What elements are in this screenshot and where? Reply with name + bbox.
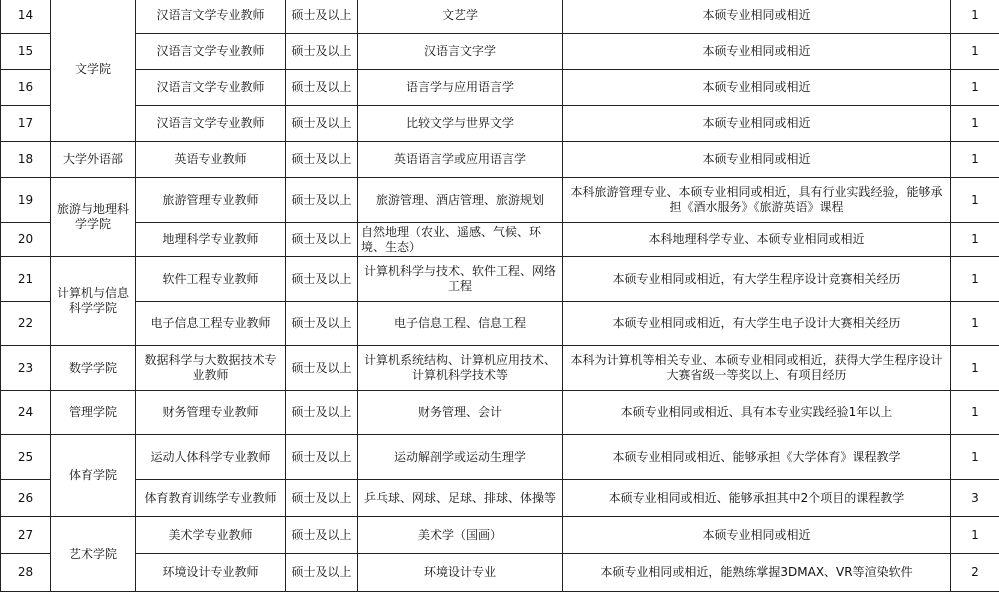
row-number: 23 <box>1 346 51 391</box>
major-cell: 自然地理（农业、遥感、气候、环境、生态） <box>358 223 563 257</box>
major-cell: 运动解剖学或运动生理学 <box>358 435 563 480</box>
row-number: 24 <box>1 391 51 435</box>
position-cell: 数据科学与大数据技术专业教师 <box>136 346 286 391</box>
degree-cell: 硕士及以上 <box>286 480 358 517</box>
count-cell: 1 <box>951 391 999 435</box>
position-cell: 汉语言文学专业教师 <box>136 106 286 142</box>
table-row <box>1 302 999 346</box>
table-row <box>1 554 999 592</box>
position-cell: 运动人体科学专业教师 <box>136 435 286 480</box>
major-cell: 语言学与应用语言学 <box>358 70 563 106</box>
degree-cell: 硕士及以上 <box>286 257 358 302</box>
table-row <box>1 480 999 517</box>
requirement-cell: 本硕专业相同或相近、能够承担《大学体育》课程教学 <box>563 435 951 480</box>
row-number: 26 <box>1 480 51 517</box>
table-row <box>1 34 999 70</box>
table-row <box>1 391 999 435</box>
position-cell: 英语专业教师 <box>136 142 286 178</box>
requirement-cell: 本硕专业相同或相近 <box>563 34 951 70</box>
count-cell: 1 <box>951 517 999 554</box>
degree-cell: 硕士及以上 <box>286 70 358 106</box>
count-cell: 1 <box>951 178 999 223</box>
count-cell: 1 <box>951 302 999 346</box>
degree-cell: 硕士及以上 <box>286 554 358 592</box>
degree-cell: 硕士及以上 <box>286 302 358 346</box>
row-number: 20 <box>1 223 51 257</box>
position-cell: 地理科学专业教师 <box>136 223 286 257</box>
degree-cell: 硕士及以上 <box>286 391 358 435</box>
row-number: 21 <box>1 257 51 302</box>
degree-cell: 硕士及以上 <box>286 34 358 70</box>
degree-cell: 硕士及以上 <box>286 346 358 391</box>
table-row <box>1 178 999 223</box>
requirement-cell: 本科旅游管理专业、本硕专业相同或相近，具有行业实践经验，能够承担《酒水服务》《旅游英语》课程 <box>563 178 951 223</box>
position-cell: 汉语言文学专业教师 <box>136 0 286 34</box>
table-row <box>1 435 999 480</box>
count-cell: 1 <box>951 435 999 480</box>
degree-cell: 硕士及以上 <box>286 142 358 178</box>
degree-cell: 硕士及以上 <box>286 178 358 223</box>
count-cell: 1 <box>951 34 999 70</box>
requirement-cell: 本硕专业相同或相近 <box>563 142 951 178</box>
major-cell: 财务管理、会计 <box>358 391 563 435</box>
position-cell: 旅游管理专业教师 <box>136 178 286 223</box>
requirement-cell: 本硕专业相同或相近，能熟练掌握3DMAX、VR等渲染软件 <box>563 554 951 592</box>
degree-cell: 硕士及以上 <box>286 106 358 142</box>
major-cell: 文艺学 <box>358 0 563 34</box>
row-number: 22 <box>1 302 51 346</box>
count-cell: 1 <box>951 142 999 178</box>
major-cell: 旅游管理、酒店管理、旅游规划 <box>358 178 563 223</box>
table-row <box>1 517 999 554</box>
table-row <box>1 223 999 257</box>
row-number: 18 <box>1 142 51 178</box>
position-cell: 汉语言文学专业教师 <box>136 70 286 106</box>
position-cell: 财务管理专业教师 <box>136 391 286 435</box>
row-number: 25 <box>1 435 51 480</box>
degree-cell: 硕士及以上 <box>286 435 358 480</box>
college-cell: 计算机与信息科学学院 <box>51 257 136 346</box>
requirement-cell: 本硕专业相同或相近、具有本专业实践经验1年以上 <box>563 391 951 435</box>
requirement-cell: 本科地理科学专业、本硕专业相同或相近 <box>563 223 951 257</box>
requirement-cell: 本硕专业相同或相近 <box>563 106 951 142</box>
major-cell: 环境设计专业 <box>358 554 563 592</box>
table-row <box>1 0 999 34</box>
position-cell: 美术学专业教师 <box>136 517 286 554</box>
count-cell: 3 <box>951 480 999 517</box>
degree-cell: 硕士及以上 <box>286 517 358 554</box>
degree-cell: 硕士及以上 <box>286 223 358 257</box>
college-cell: 艺术学院 <box>51 517 136 592</box>
position-cell: 环境设计专业教师 <box>136 554 286 592</box>
table-row <box>1 346 999 391</box>
position-cell: 体育教育训练学专业教师 <box>136 480 286 517</box>
count-cell: 2 <box>951 554 999 592</box>
count-cell: 1 <box>951 0 999 34</box>
major-cell: 计算机系统结构、计算机应用技术、计算机科学技术等 <box>358 346 563 391</box>
table-row <box>1 106 999 142</box>
college-cell: 大学外语部 <box>51 142 136 178</box>
requirement-cell: 本硕专业相同或相近 <box>563 70 951 106</box>
requirement-cell: 本硕专业相同或相近、能够承担其中2个项目的课程教学 <box>563 480 951 517</box>
row-number: 15 <box>1 34 51 70</box>
row-number: 27 <box>1 517 51 554</box>
major-cell: 乒乓球、网球、足球、排球、体操等 <box>358 480 563 517</box>
count-cell: 1 <box>951 346 999 391</box>
major-cell: 汉语言文字学 <box>358 34 563 70</box>
college-cell: 文学院 <box>51 0 136 142</box>
table-row <box>1 257 999 302</box>
requirement-cell: 本硕专业相同或相近 <box>563 517 951 554</box>
position-cell: 汉语言文学专业教师 <box>136 34 286 70</box>
table-row <box>1 70 999 106</box>
row-number: 19 <box>1 178 51 223</box>
requirement-cell: 本科为计算机等相关专业、本硕专业相同或相近，获得大学生程序设计大赛省级一等奖以上、有项目经历 <box>563 346 951 391</box>
requirement-cell: 本硕专业相同或相近，有大学生电子设计大赛相关经历 <box>563 302 951 346</box>
college-cell: 旅游与地理科学学院 <box>51 178 136 257</box>
count-cell: 1 <box>951 257 999 302</box>
count-cell: 1 <box>951 70 999 106</box>
major-cell: 美术学（国画） <box>358 517 563 554</box>
count-cell: 1 <box>951 223 999 257</box>
major-cell: 计算机科学与技术、软件工程、网络工程 <box>358 257 563 302</box>
degree-cell: 硕士及以上 <box>286 0 358 34</box>
row-number: 17 <box>1 106 51 142</box>
position-cell: 电子信息工程专业教师 <box>136 302 286 346</box>
college-cell: 管理学院 <box>51 391 136 435</box>
row-number: 16 <box>1 70 51 106</box>
college-cell: 数学学院 <box>51 346 136 391</box>
requirement-cell: 本硕专业相同或相近 <box>563 0 951 34</box>
college-cell: 体育学院 <box>51 435 136 517</box>
count-cell: 1 <box>951 106 999 142</box>
position-cell: 软件工程专业教师 <box>136 257 286 302</box>
table-row <box>1 142 999 178</box>
row-number: 14 <box>1 0 51 34</box>
major-cell: 电子信息工程、信息工程 <box>358 302 563 346</box>
major-cell: 英语语言学或应用语言学 <box>358 142 563 178</box>
major-cell: 比较文学与世界文学 <box>358 106 563 142</box>
requirement-cell: 本硕专业相同或相近，有大学生程序设计竞赛相关经历 <box>563 257 951 302</box>
row-number: 28 <box>1 554 51 592</box>
